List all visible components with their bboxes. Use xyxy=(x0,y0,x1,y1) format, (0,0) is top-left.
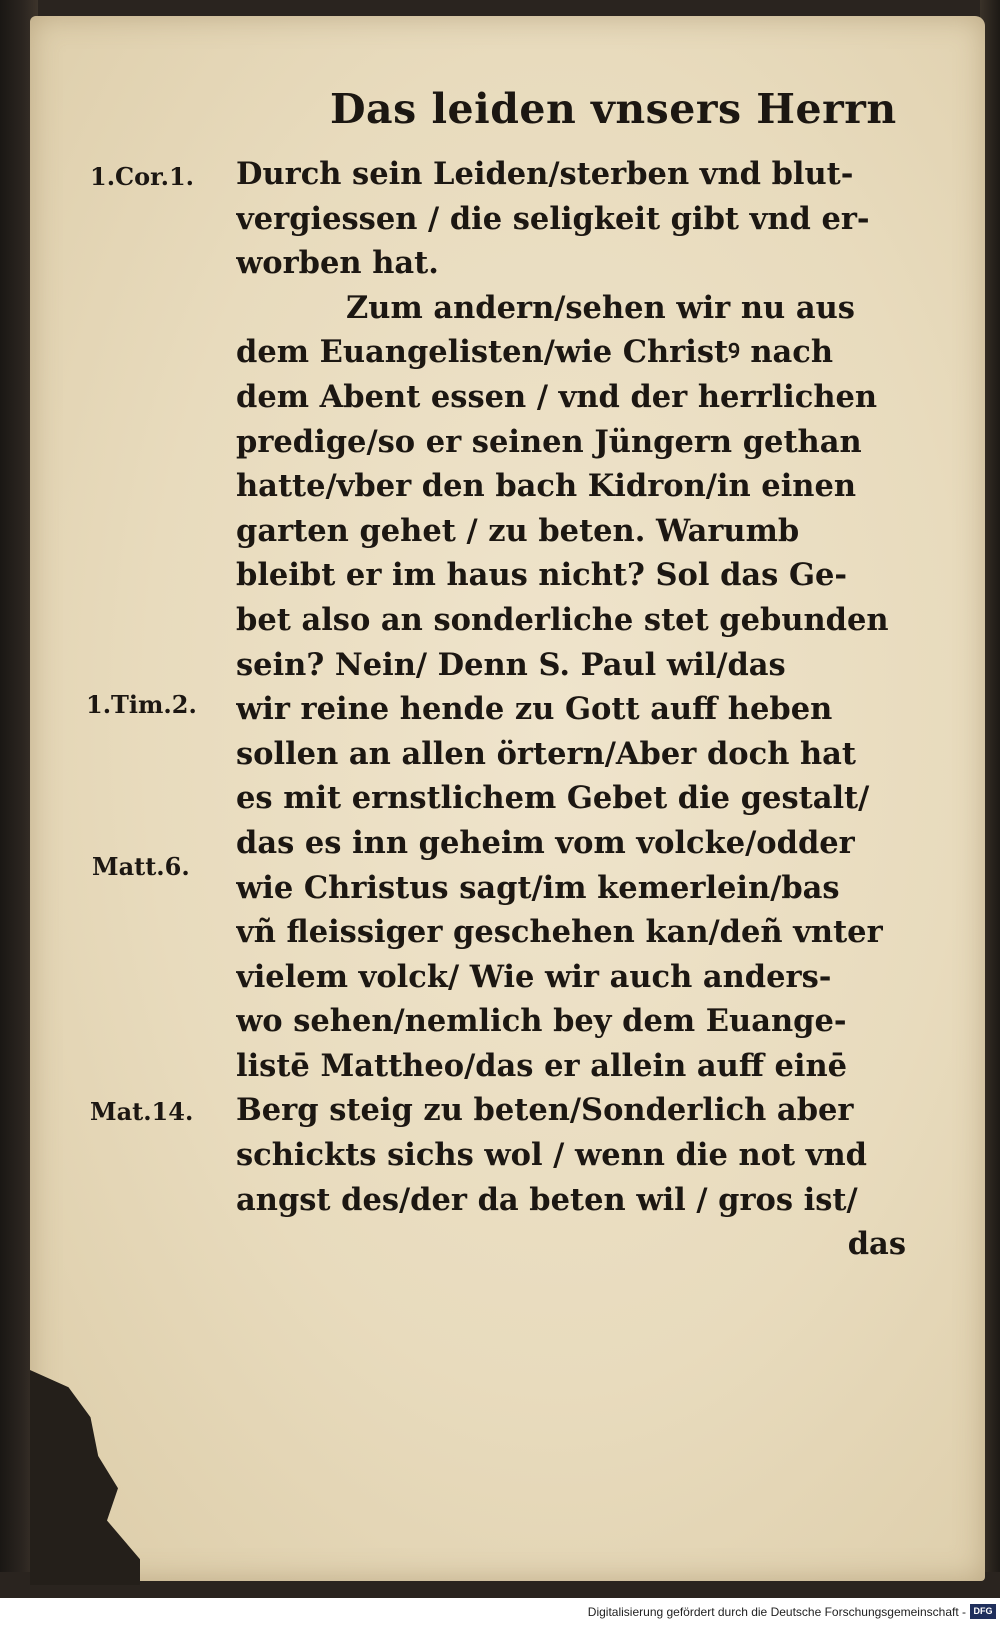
text-line: dem Euangelisten/wie Christꝰ nach xyxy=(236,334,834,371)
text-line: garten gehet / zu beten. Warumb xyxy=(236,512,800,549)
text-line: wir reine hende zu Gott auff heben xyxy=(236,691,833,728)
footer-credit: Digitalisierung gefördert durch die Deutsche Forschungsgemeinschaft - xyxy=(587,1605,966,1619)
text-line: vñ fleissiger geschehen kan/deñ vnter xyxy=(236,914,883,951)
margin-note-tim: 1.Tim.2. xyxy=(86,690,197,719)
text-line: sein? Nein/ Denn S. Paul wil/das xyxy=(236,646,786,683)
margin-note-matt6: Matt.6. xyxy=(92,852,190,881)
text-line: Zum andern/sehen wir nu aus xyxy=(346,289,855,326)
text-line: hatte/vber den bach Kidron/in einen xyxy=(236,468,857,505)
text-line: bleibt er im haus nicht? Sol das Ge- xyxy=(236,557,848,594)
text-line: predige/so er seinen Jüngern gethan xyxy=(236,423,862,460)
margin-note-mat14: Mat.14. xyxy=(90,1097,194,1126)
text-line: sollen an allen örtern/Aber doch hat xyxy=(236,735,857,772)
text-line: bet also an sonderliche stet gebunden xyxy=(236,601,889,638)
text-line: dem Abent essen / vnd der herrlichen xyxy=(236,378,878,415)
margin-note-cor: 1.Cor.1. xyxy=(90,162,195,191)
footer-bar xyxy=(0,1598,1000,1627)
text-line: es mit ernstlichem Gebet die gestalt/ xyxy=(236,780,870,817)
catchword: das xyxy=(847,1226,906,1263)
text-line: worben hat. xyxy=(236,245,439,282)
text-line: schickts sichs wol / wenn die not vnd xyxy=(236,1137,867,1174)
text-line: Berg steig zu beten/Sonderlich aber xyxy=(236,1092,854,1129)
text-line: vergiessen / die seligkeit gibt vnd er- xyxy=(236,200,870,237)
dfg-logo-icon: DFG xyxy=(970,1604,996,1619)
text-line: wie Christus sagt/im kemerlein/bas xyxy=(236,869,840,906)
text-line: vielem volck/ Wie wir auch anders- xyxy=(236,958,832,995)
body-text xyxy=(236,152,916,1267)
text-line: angst des/der da beten wil / gros ist/ xyxy=(236,1181,858,1218)
text-line: listē Mattheo/das er allein auff einē xyxy=(236,1047,848,1084)
text-line: das es inn geheim vom volcke/odder xyxy=(236,824,855,861)
text-line: Durch sein Leiden/sterben vnd blut- xyxy=(236,156,854,192)
running-header: Das leiden vnsers Herrn xyxy=(330,85,897,133)
text-line: wo sehen/nemlich bey dem Euange- xyxy=(236,1003,847,1040)
